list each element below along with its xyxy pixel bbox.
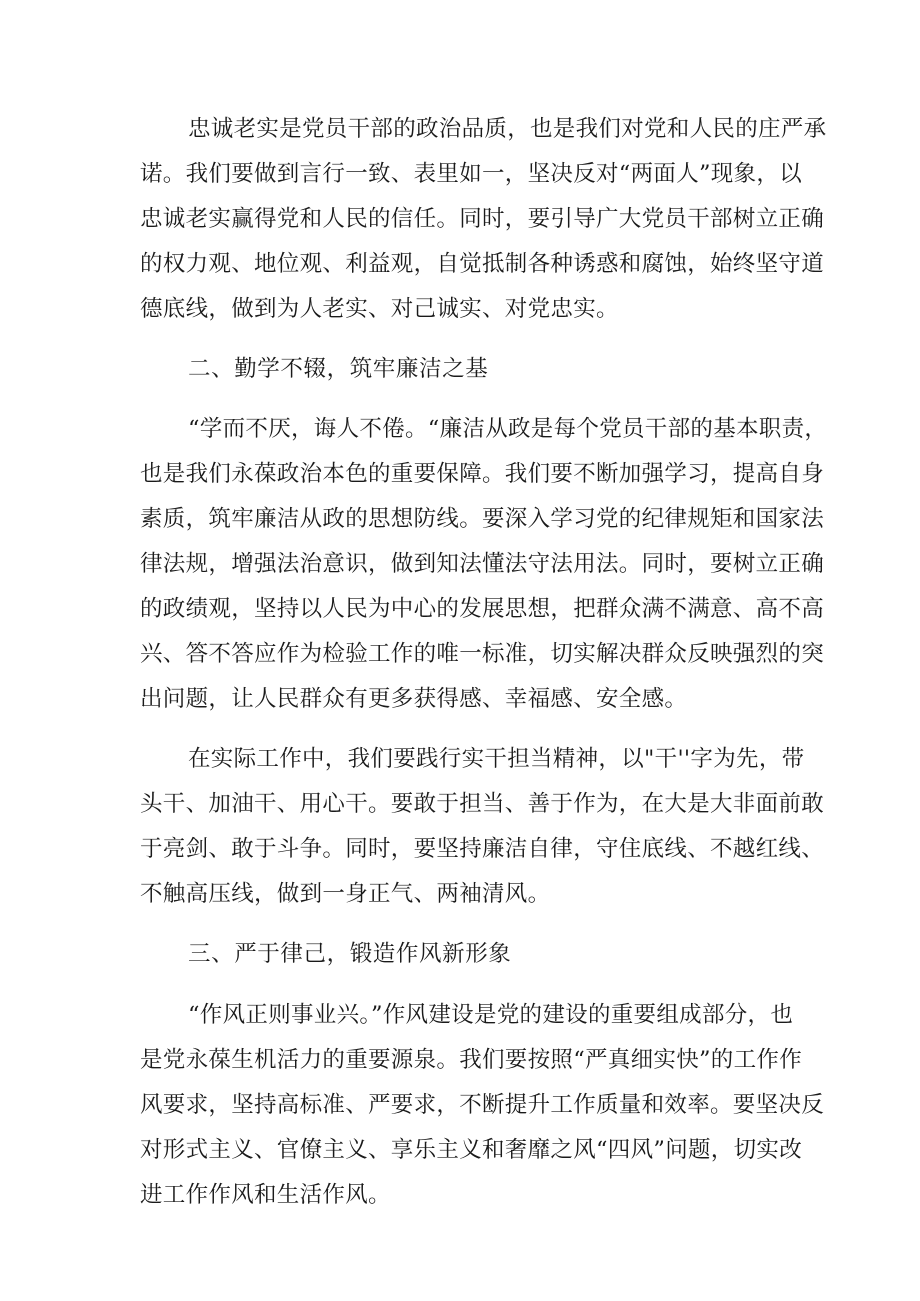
paragraph-2-line-6: 兴、答不答应作为检验工作的唯一标准，切实解决群众反映强烈的突: [140, 641, 825, 667]
section-heading-3: 三、严于律己，锻造作风新形象: [188, 941, 512, 967]
paragraph-1-line-3: 忠诚老实赢得党和人民的信任。同时，要引导广大党员干部树立正确: [140, 206, 825, 232]
paragraph-1-line-1: 忠诚老实是党员干部的政治品质，也是我们对党和人民的庄严承: [188, 116, 827, 142]
paragraph-4-line-1: “作风正则事业兴。”作风建设是党的建设的重要组成部分，也: [188, 1002, 794, 1028]
paragraph-3-line-3: 于亮剑、敢于斗争。同时，要坚持廉洁自律，守住底线、不越红线、: [140, 836, 825, 862]
paragraph-1-line-2: 诺。我们要做到言行一致、表里如一，坚决反对“两面人”现象，以: [140, 161, 803, 187]
paragraph-4-line-3: 风要求，坚持高标准、严要求，不断提升工作质量和效率。要坚决反: [140, 1092, 825, 1118]
paragraph-4-line-4: 对形式主义、官僚主义、享乐主义和奢靡之风“四风”问题，切实改: [140, 1137, 803, 1163]
paragraph-2-line-5: 的政绩观，坚持以人民为中心的发展思想，把群众满不满意、高不高: [140, 596, 825, 622]
paragraph-4-line-5: 进工作作风和生活作风。: [140, 1182, 391, 1208]
section-heading-2: 二、勤学不辍，筑牢廉洁之基: [188, 356, 489, 382]
paragraph-1-line-5: 德底线，做到为人老实、对己诚实、对党忠实。: [140, 296, 619, 322]
paragraph-2-line-3: 素质，筑牢廉洁从政的思想防线。要深入学习党的纪律规矩和国家法: [140, 506, 825, 532]
paragraph-2-line-7: 出问题，让人民群众有更多获得感、幸福感、安全感。: [140, 686, 688, 712]
paragraph-4-line-2: 是党永葆生机活力的重要源泉。我们要按照“严真细实快”的工作作: [140, 1047, 803, 1073]
paragraph-3-line-1: 在实际工作中，我们要践行实干担当精神，以"干''字为先，带: [188, 746, 805, 772]
paragraph-3-line-4: 不触高压线，做到一身正气、两袖清风。: [140, 881, 551, 907]
paragraph-2-line-1: “学而不厌，诲人不倦。“廉洁从政是每个党员干部的基本职责，: [188, 416, 828, 442]
paragraph-2-line-2: 也是我们永葆政治本色的重要保障。我们要不断加强学习，提高自身: [140, 461, 825, 487]
paragraph-2-line-4: 律法规，增强法治意识，做到知法懂法守法用法。同时，要树立正确: [140, 551, 825, 577]
paragraph-1-line-4: 的权力观、地位观、利益观，自觉抵制各种诱惑和腐蚀，始终坚守道: [140, 251, 825, 277]
paragraph-3-line-2: 头干、加油干、用心干。要敢于担当、善于作为，在大是大非面前敢: [140, 791, 825, 817]
